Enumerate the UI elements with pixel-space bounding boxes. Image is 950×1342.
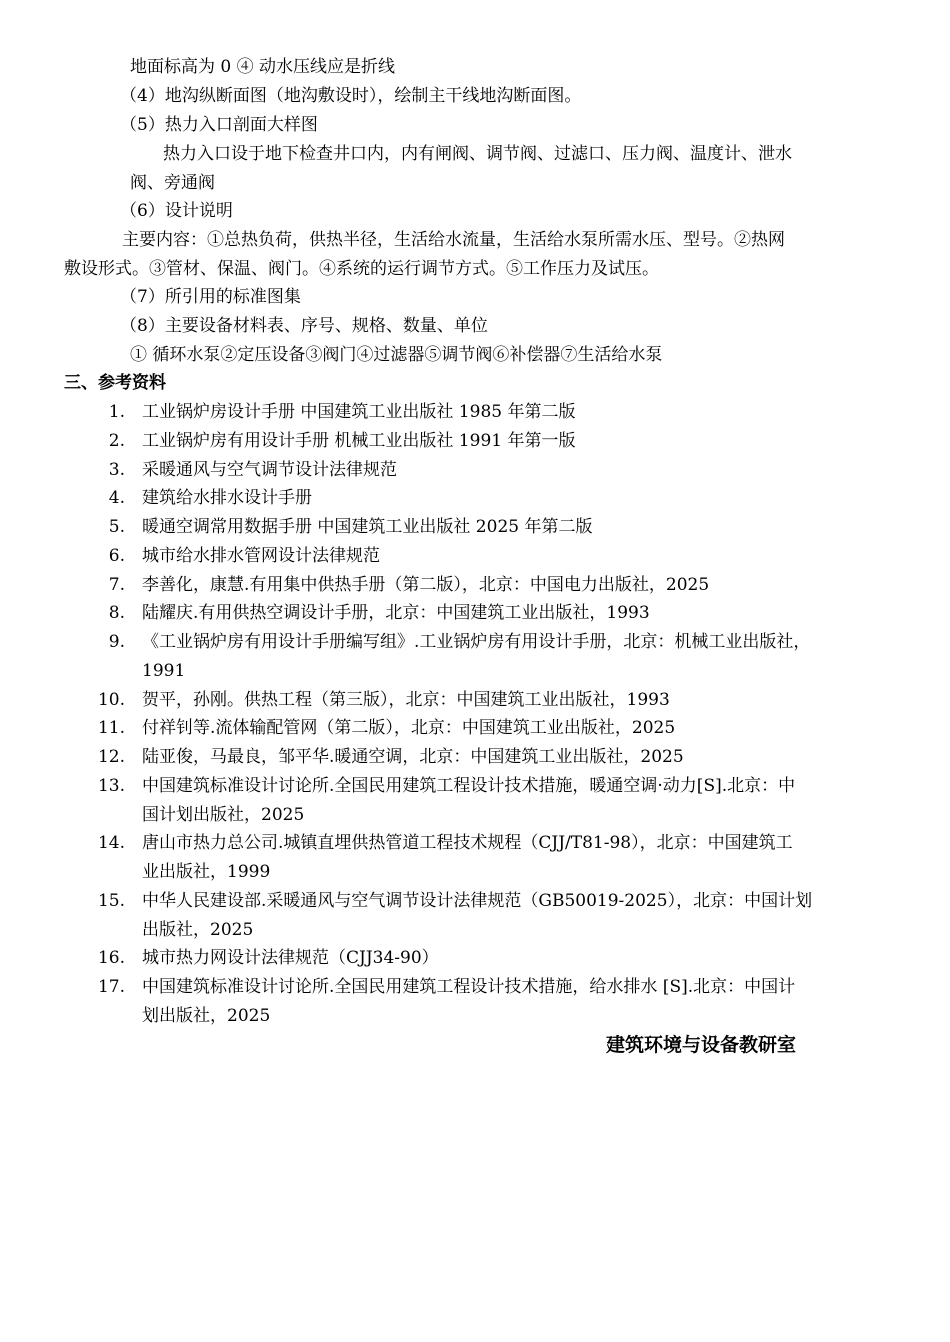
reference-text: 付祥钊等.流体输配管网（第二版），北京：中国建筑工业出版社，2025 [142, 718, 676, 738]
item-5-description: 热力入口设于地下检查井口内，内有闸阀、调节阀、过滤口、压力阀、温度计、泄水 [163, 144, 792, 164]
item-5-description-cont: 阀、旁通阀 [130, 173, 215, 193]
reference-text: 工业锅炉房有用设计手册 机械工业出版社 1991 年第一版 [142, 431, 576, 451]
reference-text: 国计划出版社，2025 [142, 804, 305, 825]
item-6-heading: （6）设计说明 [120, 201, 233, 221]
reference-text: 陆耀庆.有用供热空调设计手册，北京：中国建筑工业出版社，1993 [142, 603, 650, 623]
item-6-description: 主要内容：①总热负荷，供热半径，生活给水流量，生活给水泵所需水压、型号。②热网 [122, 230, 785, 250]
item-6-description-cont: 敷设形式。③管材、保温、阀门。④系统的运行调节方式。⑤工作压力及试压。 [64, 259, 659, 279]
department-signature: 建筑环境与设备教研室 [606, 1034, 797, 1056]
reference-number: 16. [97, 948, 125, 968]
reference-text: 城市热力网设计法律规范（CJJ34-90） [142, 948, 439, 968]
reference-text: 城市给水排水管网设计法律规范 [142, 546, 380, 566]
reference-text: 采暖通风与空气调节设计法律规范 [142, 460, 397, 480]
item-8-description: ① 循环水泵②定压设备③阀门④过滤器⑤调节阀⑥补偿器⑦生活给水泵 [130, 345, 663, 365]
reference-text: 业出版社，1999 [142, 861, 271, 882]
reference-text: 出版社，2025 [142, 919, 254, 940]
item-7-heading: （7）所引用的标准图集 [120, 287, 301, 307]
reference-number: 1. [108, 402, 125, 422]
reference-number: 11. [97, 718, 125, 738]
reference-text: 中国建筑标准设计讨论所.全国民用建筑工程设计技术措施，给水排水 [S].北京：中国计 [142, 977, 796, 997]
reference-number: 6. [108, 546, 125, 566]
reference-number: 15. [97, 891, 125, 911]
reference-text: 划出版社，2025 [142, 1005, 271, 1026]
reference-number: 3. [108, 460, 125, 480]
reference-text: 暖通空调常用数据手册 中国建筑工业出版社 2025 年第二版 [142, 517, 593, 537]
reference-text: 陆亚俊，马最良，邹平华.暖通空调，北京：中国建筑工业出版社，2025 [142, 747, 684, 767]
item-4-heading: （4）地沟纵断面图（地沟敷设时），绘制主干线地沟断面图。 [120, 86, 582, 106]
reference-text: 建筑给水排水设计手册 [142, 488, 312, 508]
reference-text: 《工业锅炉房有用设计手册编写组》.工业锅炉房有用设计手册，北京：机械工业出版社， [142, 632, 811, 652]
reference-text: 李善化，康慧.有用集中供热手册（第二版），北京：中国电力出版社，2025 [142, 575, 710, 595]
reference-text: 工业锅炉房设计手册 中国建筑工业出版社 1985 年第二版 [142, 402, 576, 422]
reference-number: 17. [97, 977, 125, 997]
reference-text: 1991 [142, 660, 186, 681]
reference-number: 4. [108, 488, 125, 508]
reference-number: 5. [108, 517, 125, 537]
reference-text: 中华人民建设部.采暖通风与空气调节设计法律规范（GB50019-2025），北京：中国计划 [142, 891, 813, 911]
design-note-line: 地面标高为 0 ④ 动水压线应是折线 [130, 57, 396, 77]
reference-number: 9. [108, 632, 125, 652]
reference-number: 10. [97, 690, 125, 710]
item-8-heading: （8）主要设备材料表、序号、规格、数量、单位 [120, 316, 488, 336]
reference-text: 中国建筑标准设计讨论所.全国民用建筑工程设计技术措施，暖通空调·动力[S].北京：中 [142, 776, 796, 796]
reference-number: 2. [108, 431, 125, 451]
reference-text: 贺平，孙刚。供热工程（第三版），北京：中国建筑工业出版社，1993 [142, 690, 670, 710]
reference-number: 13. [97, 776, 125, 796]
reference-number: 12. [97, 747, 125, 767]
references-heading: 三、参考资料 [64, 373, 166, 393]
reference-number: 7. [108, 575, 125, 595]
reference-number: 8. [108, 603, 125, 623]
reference-text: 唐山市热力总公司.城镇直埋供热管道工程技术规程（CJJ/T81-98），北京：中国建筑工 [142, 833, 793, 853]
item-5-heading: （5）热力入口剖面大样图 [120, 115, 318, 135]
reference-number: 14. [97, 833, 125, 853]
